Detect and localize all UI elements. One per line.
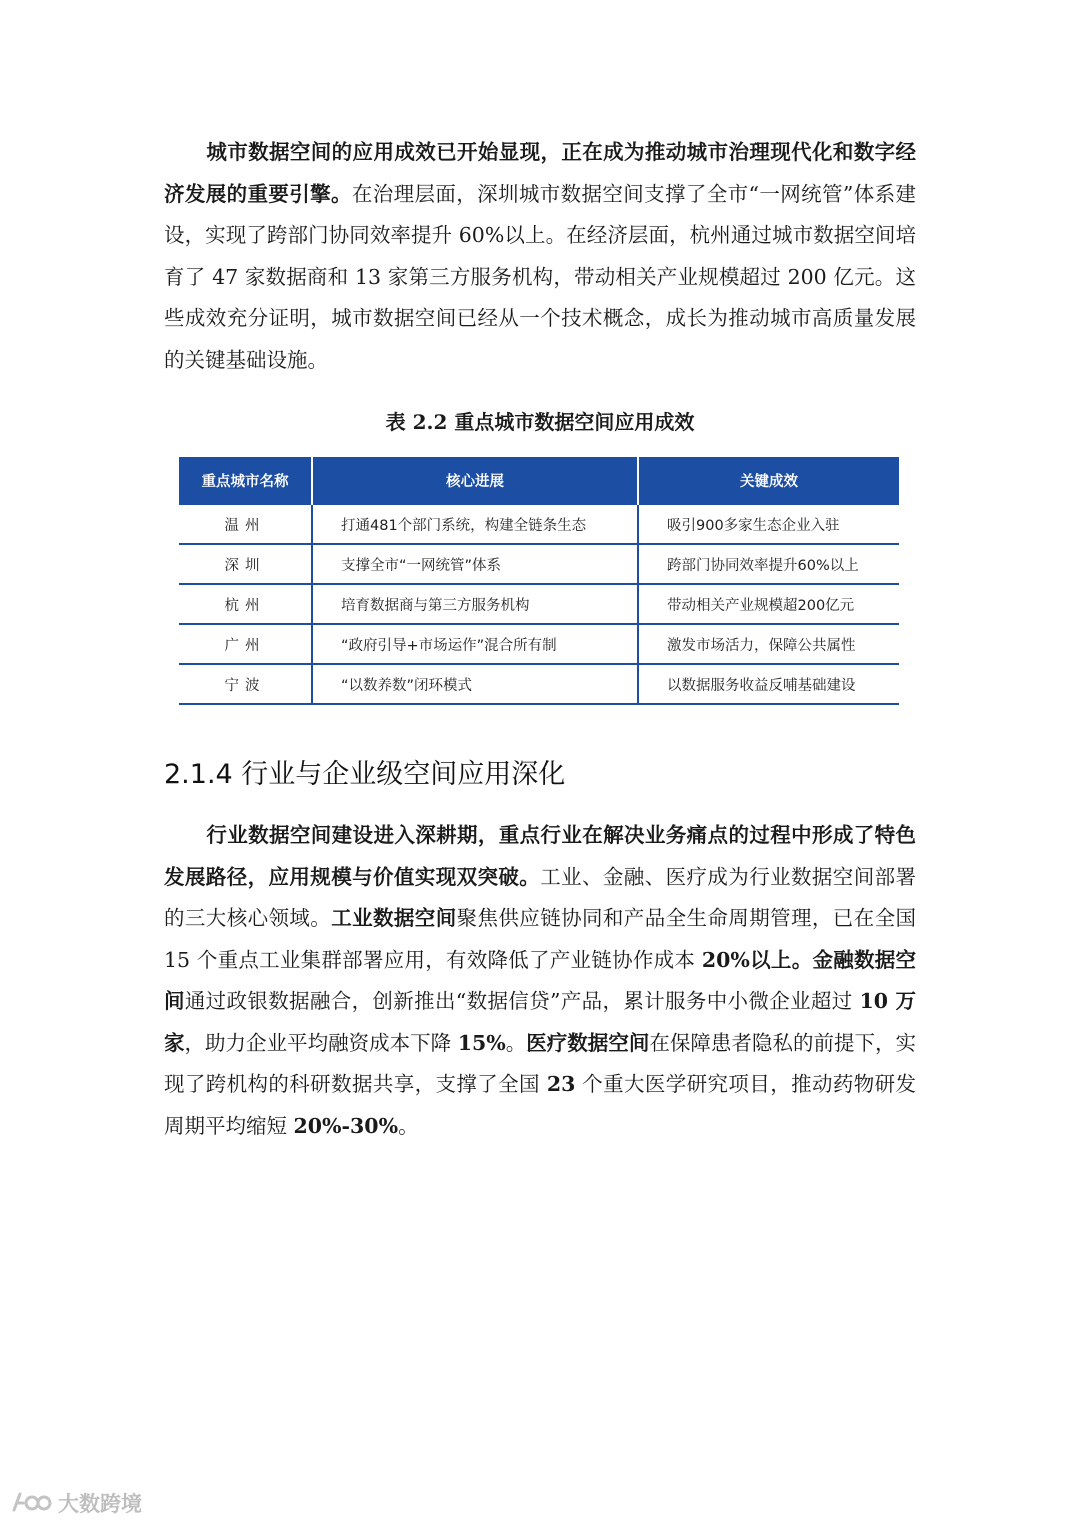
header-progress: 核心进展	[312, 457, 638, 504]
cell-result: 带动相关产业规模超200亿元	[638, 584, 899, 624]
cell-city: 广州	[179, 624, 312, 664]
stat-financing-cost: 15%	[457, 1030, 506, 1055]
cell-result: 激发市场活力，保障公共属性	[638, 624, 899, 664]
table-row	[179, 664, 899, 704]
table-row	[179, 504, 899, 544]
text-run: 通过政银数据融合，创新推出“数据信贷”产品，累计服务中小微企业超过	[184, 989, 860, 1013]
cell-result: 跨部门协同效率提升60%以上	[638, 544, 899, 584]
table-header-row	[179, 457, 899, 504]
watermark-logo-icon	[10, 1490, 52, 1516]
header-city: 重点城市名称	[179, 457, 312, 504]
cell-progress: 支撑全市“一网统管”体系	[312, 544, 638, 584]
cell-city: 杭州	[179, 584, 312, 624]
text-run: 工业、金融、医疗成为行业数据空间部署的三大核心领域。	[164, 864, 917, 930]
cell-progress: 培育数据商与第三方服务机构	[312, 584, 638, 624]
paragraph-industry	[164, 815, 916, 1147]
text-run: 个重大医学研究项目，推动药物研发周期平均缩短	[164, 1072, 917, 1138]
paragraph-city-results	[164, 132, 916, 381]
term-medical: 医疗数据空间	[526, 1030, 650, 1055]
cell-progress: “政府引导+市场运作”混合所有制	[312, 624, 638, 664]
city-results-table	[179, 457, 899, 705]
cell-city: 深圳	[179, 544, 312, 584]
stat-projects: 23	[546, 1072, 576, 1096]
text-run: ，助力企业平均融资成本下降	[184, 1030, 458, 1055]
section-heading: 2.1.4 行业与企业级空间应用深化	[164, 759, 566, 790]
term-industrial: 工业数据空间	[331, 906, 457, 930]
paragraph-lead: 行业数据空间建设进入深耕期，重点行业在解决业务痛点的过程中形成了特色发展路径，应用规模与价值实现双突破。	[164, 823, 916, 889]
paragraph-lead: 城市数据空间的应用成效已开始显现，正在成为推动城市治理现代化和数字经济发展的重要引擎。	[164, 140, 916, 206]
text-run: 。	[505, 1030, 527, 1055]
header-result: 关键成效	[638, 457, 899, 504]
text-run: 在保障患者隐私的前提下，实现了跨机构的科研数据共享，支撑了全国	[164, 1030, 917, 1096]
table-row	[179, 584, 899, 624]
cell-result: 以数据服务收益反哺基础建设	[638, 664, 899, 704]
text-run: 聚焦供应链协同和产品全生命周期管理，已在全国 15 个重点工业集群部署应用，有效降低了产业链协作成本	[164, 906, 917, 972]
text-run: 。	[398, 1113, 419, 1138]
cell-city: 温州	[179, 504, 312, 544]
cell-result: 吸引900多家生态企业入驻	[638, 504, 899, 544]
cell-city: 宁波	[179, 664, 312, 704]
cell-progress: 打通481个部门系统，构建全链条生态	[312, 504, 638, 544]
table-caption: 表 2.2 重点城市数据空间应用成效	[385, 410, 695, 434]
table-row	[179, 624, 899, 664]
cell-progress: “以数养数”闭环模式	[312, 664, 638, 704]
stat-enterprises: 10 万家	[164, 989, 916, 1055]
stat-cost-reduction: 20%以上。	[701, 947, 813, 972]
table-row	[179, 544, 899, 584]
watermark-text: 大数跨境	[58, 1492, 142, 1516]
stat-rd-cycle: 20%-30%	[293, 1113, 399, 1138]
watermark	[10, 1488, 142, 1518]
paragraph-body: 在治理层面，深圳城市数据空间支撑了全市“一网统管”体系建设，实现了跨部门协同效率提升 60%以上。在经济层面，杭州通过城市数据空间培育了 47 家数据商和 13 家第三方服务机构，带动相关产业规模超过 200 亿元。这些成效充分证明，城市数据空间已经从一个技术概念，成长为推动城市高质量发展的关键基础设施。	[164, 181, 916, 372]
term-finance: 金融数据空间	[164, 947, 917, 1013]
